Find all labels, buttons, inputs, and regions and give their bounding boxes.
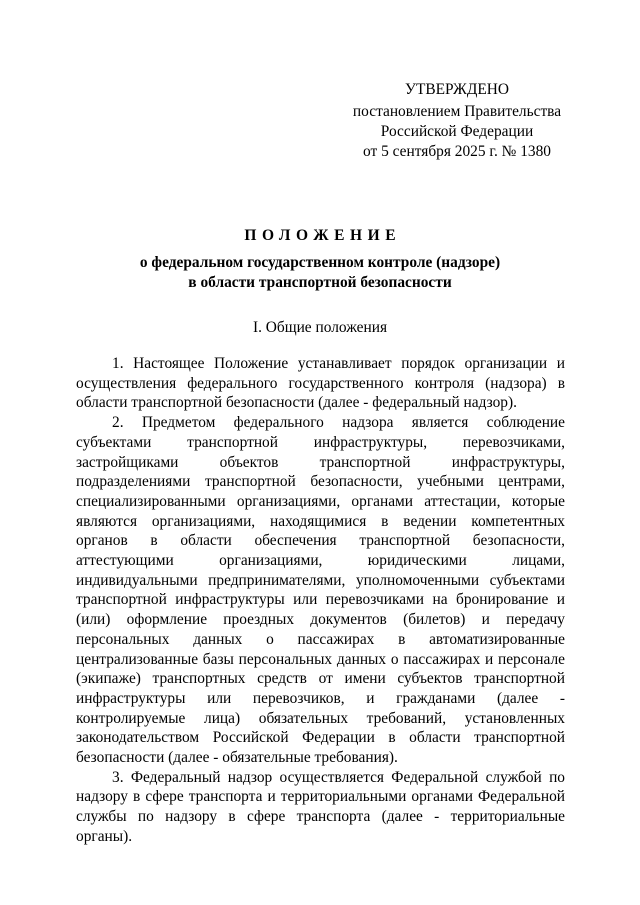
document-title: ПОЛОЖЕНИЕ — [244, 227, 402, 244]
paragraph-1: 1. Настоящее Положение устанавливает порядок организации и осуществления федерального государственного контроля (надзора) в области транспортной безопасности (далее - федеральный надзор). — [76, 355, 565, 412]
document-subtitle-line-1: о федеральном государственном контроле (надзоре) — [139, 254, 501, 271]
approval-line-date-number: от 5 сентября 2025 г. № 1380 — [363, 143, 551, 160]
paragraph-2: 2. Предметом федерального надзора является соблюдение субъектами транспортной инфраструктуры, перевозчиками, застройщиками объектов транспортной инфраструктуры, подразделениями транспортной безопасности, учебными центрами, специализированными организациями, органами аттестации, которые являются организациями, находящимися в ведении компетентных органов в области обеспечения транспортной безопасности, аттестующими организациями, юридическими лицами, индивидуальными предпринимателями, уполномоченными субъектами транспортной инфраструктуры или перевозчиками на бронирование и (или) оформление проездных документов (билетов) и передачу персональных данных о пассажирах в автоматизированные централизованные базы персональных данных о пассажирах и персонале (экипаже) транспортных средств от имени субъектов транспортной инфраструктуры или перевозчиков, и гражданами (далее - контролируемые лица) обязательных требований, установленных законодательством Российской Федерации в области транспортной безопасности (далее - обязательные требования). — [76, 414, 565, 767]
approval-line-resolution: постановлением Правительства — [352, 103, 562, 120]
approval-heading: УТВЕРЖДЕНО — [405, 81, 509, 98]
document-body — [76, 354, 565, 847]
document-subtitle-line-2: в области транспортной безопасности — [188, 274, 452, 291]
approval-stamp — [330, 80, 584, 162]
section-heading: I. Общие положения — [252, 319, 388, 336]
approval-line-government: Российской Федерации — [380, 123, 534, 140]
document-title-block — [76, 226, 564, 293]
paragraph-3: 3. Федеральный надзор осуществляется Федеральной службой по надзору в сфере транспорта и территориальными органами Федеральной службы по надзору в сфере транспорта (далее - территориальные органы). — [76, 768, 565, 845]
